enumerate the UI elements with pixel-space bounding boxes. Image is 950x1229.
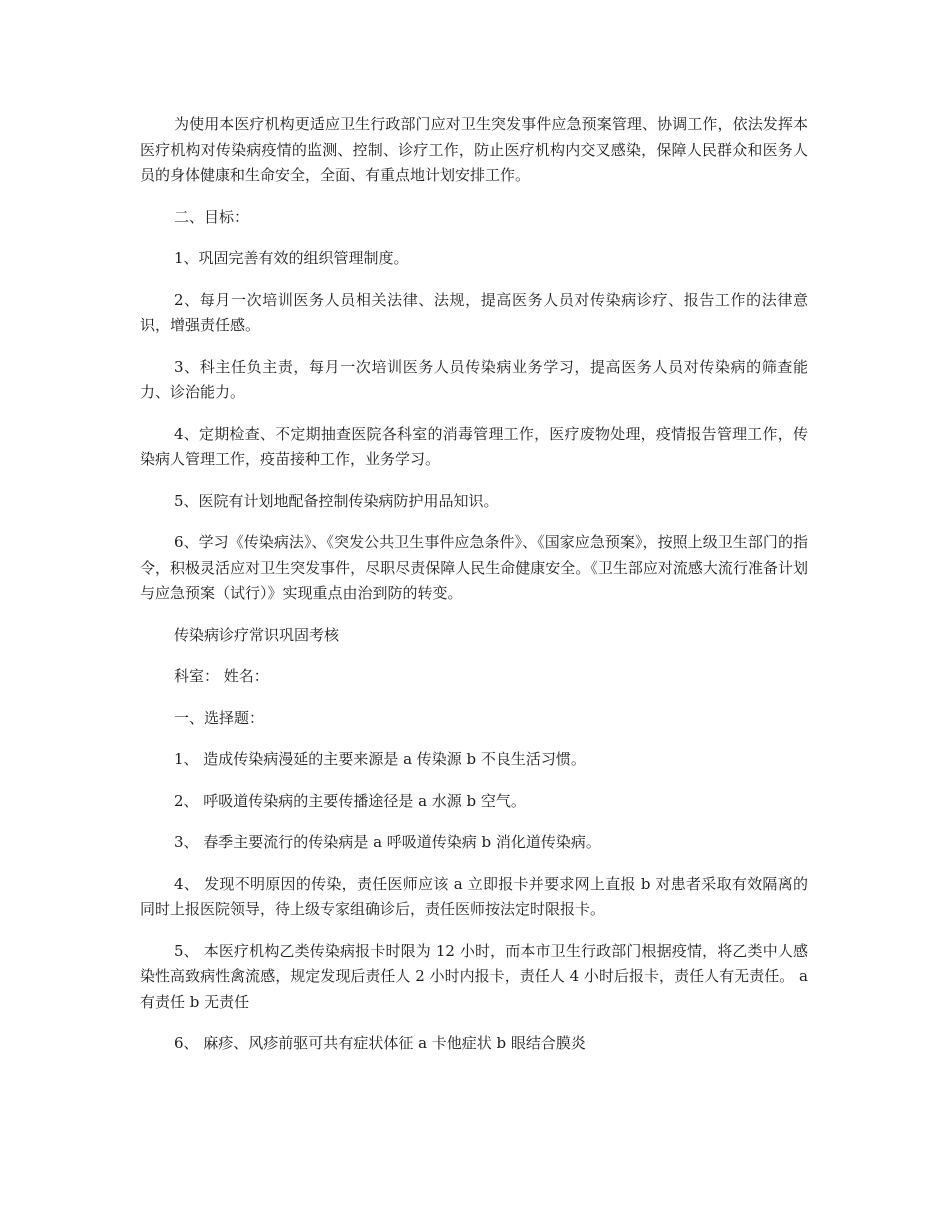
question-1: 1、 造成传染病漫延的主要来源是 a 传染源 b 不良生活习惯。	[174, 750, 586, 768]
question-3: 3、 春季主要流行的传染病是 a 呼吸道传染病 b 消化道传染病。	[174, 833, 601, 851]
goal-item-2: 2、每月一次培训医务人员相关法律、法规，提高医务人员对传染病诊疗、报告工作的法律意识，增强责任感。	[140, 290, 808, 334]
question-2: 2、 呼吸道传染病的主要传播途径是 a 水源 b 空气。	[174, 791, 526, 810]
goal-item-6: 6、学习《传染病法》、《突发公共卫生事件应急条件》、《国家应急预案》，按照上级卫生部门的指令，积极灵活应对卫生突发事件，尽职尽责保障人民生命健康安全。《卫生部应对流感大流行准备计划与应急预案（试行）》实现重点由治到防的转变。	[140, 533, 808, 602]
exam-department-name-line: 科室： 姓名：	[174, 667, 269, 685]
goal-item-4: 4、定期检查、不定期抽查医院各科室的消毒管理工作，医疗废物处理，疫情报告管理工作，传染病人管理工作，疫苗接种工作，业务学习。	[140, 424, 808, 468]
exam-title: 传染病诊疗常识巩固考核	[174, 625, 340, 644]
question-5: 5、 本医疗机构乙类传染病报卡时限为 12 小时，而本市卫生行政部门根据疫情，将乙类中人感染性高致病性禽流感，规定发现后责任人 2 小时内报卡，责任人 4 小时后报卡，责任人有无责任。 a 有责任 b 无责任	[140, 941, 808, 1011]
goal-item-5: 5、医院有计划地配备控制传染病防护用品知识。	[174, 491, 499, 510]
question-6: 6、 麻疹、风疹前驱可共有症状体征 a 卡他症状 b 眼结合膜炎	[174, 1034, 586, 1052]
section-heading-choice-questions: 一、选择题：	[174, 708, 265, 727]
question-4: 4、 发现不明原因的传染，责任医师应该 a 立即报卡并要求网上直报 b 对患者采取有效隔离的同时上报医院领导，待上级专家组确诊后，责任医师按法定时限报卡。	[140, 874, 808, 918]
document-page	[140, 112, 808, 1073]
intro-paragraph: 为使用本医疗机构更适应卫生行政部门应对卫生突发事件应急预案管理、协调工作，依法发挥本医疗机构对传染病疫情的监测、控制、诊疗工作，防止医疗机构内交叉感染，保障人民群众和医务人员的身体健康和生命安全，全面、有重点地计划安排工作。	[140, 115, 808, 184]
goal-item-3: 3、科主任负主责，每月一次培训医务人员传染病业务学习，提高医务人员对传染病的筛查能力、诊治能力。	[140, 357, 808, 401]
section-heading-goals: 二、目标：	[174, 207, 250, 226]
goal-item-1: 1、巩固完善有效的组织管理制度。	[174, 249, 409, 267]
